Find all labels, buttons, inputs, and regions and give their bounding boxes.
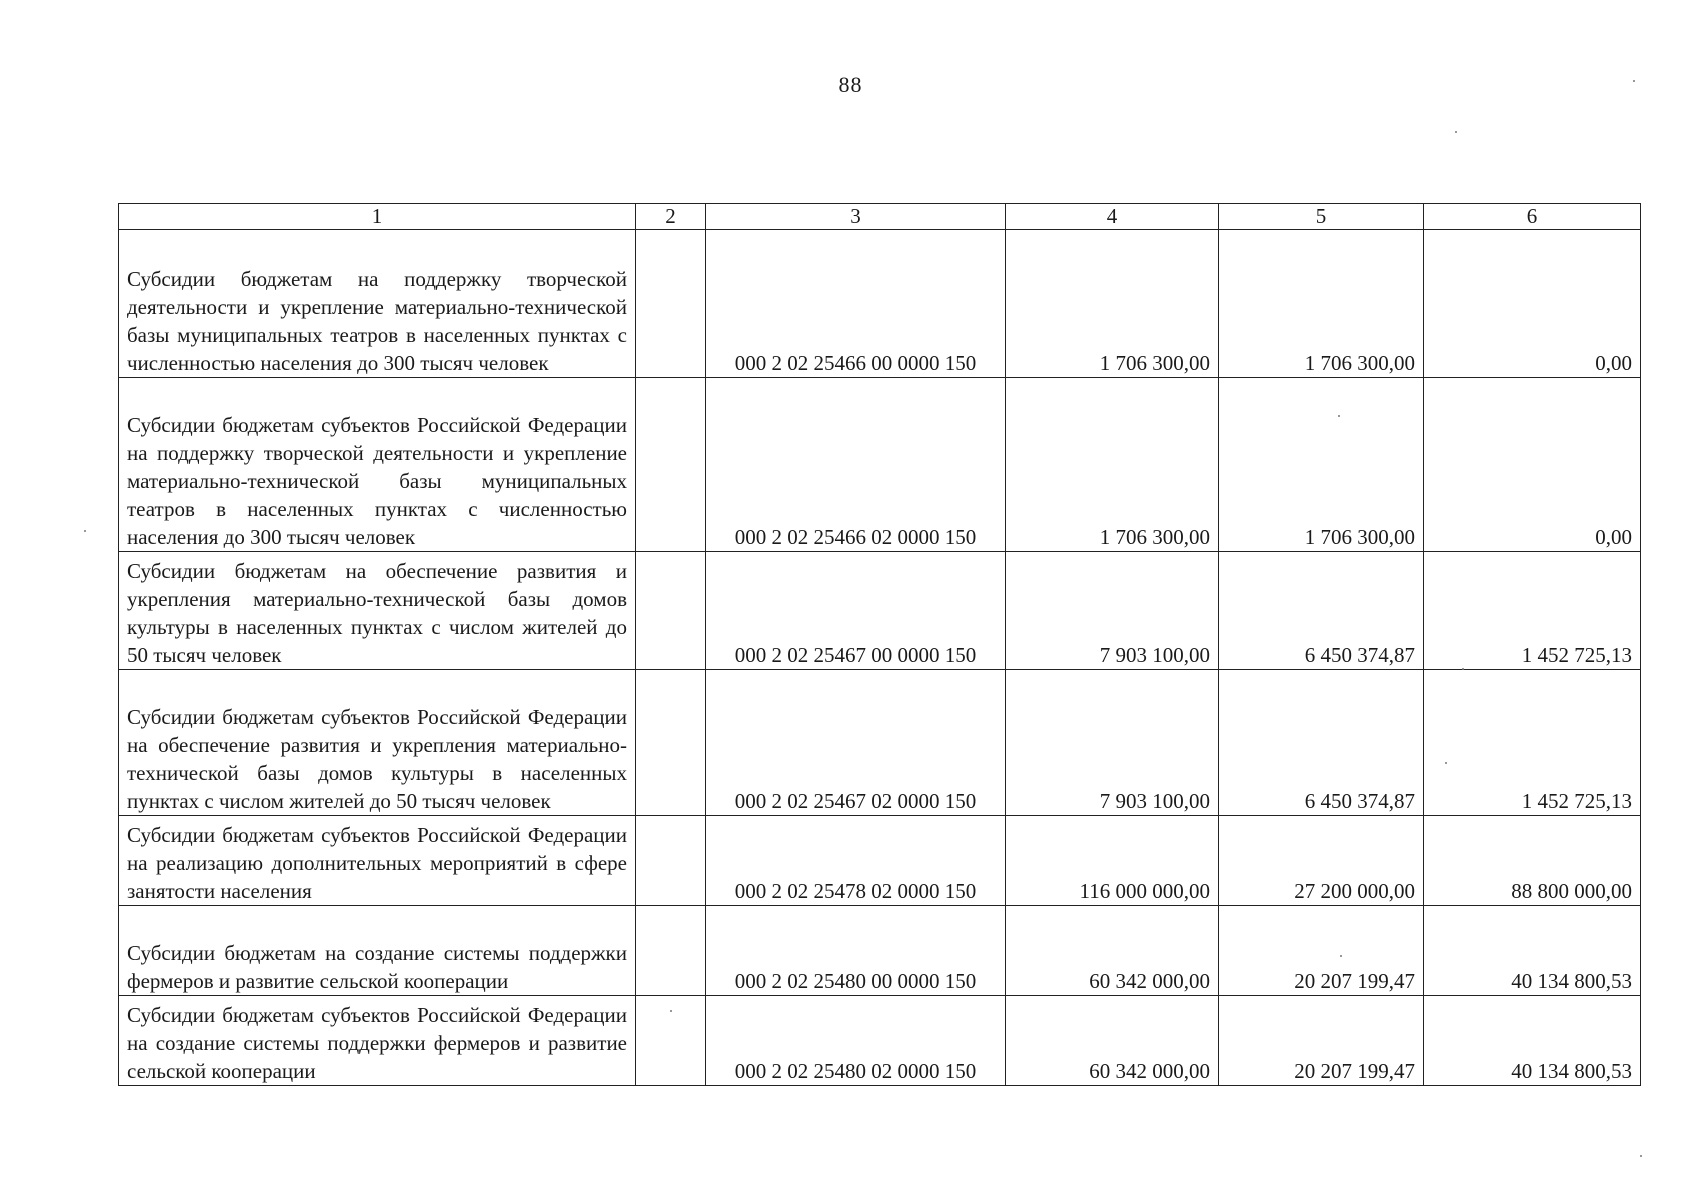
table-header [119, 204, 1641, 230]
column-header-6: 6 [1424, 204, 1641, 230]
row-col4: 7 903 100,00 [1006, 552, 1219, 670]
row-description: Субсидии бюджетам субъектов Российской Федерации на поддержку творческой деятельности и укрепление материально-технической базы муниципальных театров в населенных пунктах с численностью населения до 300 тысяч человек [119, 378, 636, 552]
row-col6: 0,00 [1424, 378, 1641, 552]
row-code: 000 2 02 25480 02 0000 150 [706, 996, 1006, 1086]
table-body [119, 230, 1641, 1086]
scan-speck [84, 530, 86, 532]
row-col2 [636, 996, 706, 1086]
row-col6: 88 800 000,00 [1424, 816, 1641, 906]
row-description: Субсидии бюджетам на поддержку творческой деятельности и укрепление материально-технической базы муниципальных театров в населенных пунктах с численностью населения до 300 тысяч человек [119, 230, 636, 378]
row-col5: 20 207 199,47 [1219, 906, 1424, 996]
scan-speck [1640, 1155, 1642, 1157]
column-header-2: 2 [636, 204, 706, 230]
row-description: Субсидии бюджетам на создание системы поддержки фермеров и развитие сельской кооперации [119, 906, 636, 996]
row-code: 000 2 02 25467 02 0000 150 [706, 670, 1006, 816]
row-col6: 0,00 [1424, 230, 1641, 378]
row-description: Субсидии бюджетам на обеспечение развития и укрепления материально-технической базы домов культуры в населенных пунктах с числом жителей до 50 тысяч человек [119, 552, 636, 670]
column-header-4: 4 [1006, 204, 1219, 230]
row-col4: 7 903 100,00 [1006, 670, 1219, 816]
table-row [119, 816, 1641, 906]
row-col5: 1 706 300,00 [1219, 378, 1424, 552]
row-col6: 40 134 800,53 [1424, 906, 1641, 996]
row-col4: 60 342 000,00 [1006, 906, 1219, 996]
row-col4: 1 706 300,00 [1006, 230, 1219, 378]
row-code: 000 2 02 25467 00 0000 150 [706, 552, 1006, 670]
row-col2 [636, 552, 706, 670]
row-col4: 60 342 000,00 [1006, 996, 1219, 1086]
row-code: 000 2 02 25478 02 0000 150 [706, 816, 1006, 906]
row-description: Субсидии бюджетам субъектов Российской Федерации на обеспечение развития и укрепления материально-технической базы домов культуры в населенных пунктах с числом жителей до 50 тысяч человек [119, 670, 636, 816]
row-col6: 1 452 725,13 [1424, 670, 1641, 816]
table-row [119, 230, 1641, 378]
table-row [119, 996, 1641, 1086]
row-col2 [636, 906, 706, 996]
row-col5: 1 706 300,00 [1219, 230, 1424, 378]
table-row [119, 906, 1641, 996]
header-row [119, 204, 1641, 230]
row-description: Субсидии бюджетам субъектов Российской Федерации на реализацию дополнительных мероприятий в сфере занятости населения [119, 816, 636, 906]
row-code: 000 2 02 25466 00 0000 150 [706, 230, 1006, 378]
row-col2 [636, 230, 706, 378]
column-header-5: 5 [1219, 204, 1424, 230]
row-code: 000 2 02 25480 00 0000 150 [706, 906, 1006, 996]
row-col5: 6 450 374,87 [1219, 670, 1424, 816]
table-row [119, 670, 1641, 816]
row-col4: 116 000 000,00 [1006, 816, 1219, 906]
budget-table [118, 203, 1641, 1086]
scan-speck [1455, 131, 1457, 133]
row-col2 [636, 378, 706, 552]
scan-speck [1338, 415, 1340, 417]
row-col5: 27 200 000,00 [1219, 816, 1424, 906]
page-number: 88 [838, 72, 863, 97]
row-col2 [636, 670, 706, 816]
row-col6: 40 134 800,53 [1424, 996, 1641, 1086]
table-row [119, 378, 1641, 552]
table-row [119, 552, 1641, 670]
scan-speck [1633, 80, 1635, 82]
row-col6: 1 452 725,13 [1424, 552, 1641, 670]
row-code: 000 2 02 25466 02 0000 150 [706, 378, 1006, 552]
column-header-3: 3 [706, 204, 1006, 230]
scan-speck [1462, 668, 1464, 670]
row-col2 [636, 816, 706, 906]
scan-speck [1445, 762, 1447, 764]
scan-speck [1340, 955, 1342, 957]
row-description: Субсидии бюджетам субъектов Российской Федерации на создание системы поддержки фермеров и развитие сельской кооперации [119, 996, 636, 1086]
row-col5: 20 207 199,47 [1219, 996, 1424, 1086]
column-header-1: 1 [119, 204, 636, 230]
row-col5: 6 450 374,87 [1219, 552, 1424, 670]
scan-speck [670, 1010, 672, 1012]
row-col4: 1 706 300,00 [1006, 378, 1219, 552]
